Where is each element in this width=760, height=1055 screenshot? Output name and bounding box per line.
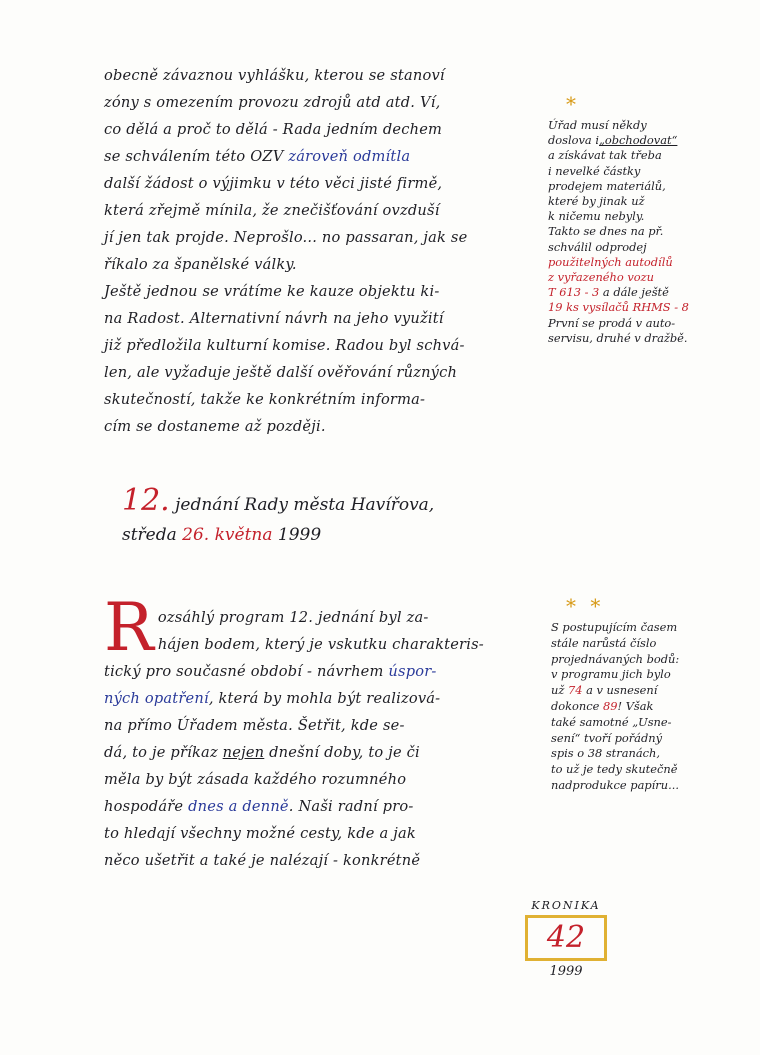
note-line: to už je tedy skutečně	[551, 762, 678, 777]
chronicle-page-badge	[521, 899, 611, 979]
heading-date-line	[122, 520, 434, 550]
text-line: len, ale vyžaduje ještě další ověřování různých	[104, 364, 458, 381]
text-line: ozsáhlý program 12. jednání byl za-	[157, 609, 429, 626]
underlined-word: „obchodovat“	[599, 133, 678, 148]
count-number: 89	[603, 698, 618, 713]
note-line	[551, 683, 741, 699]
note-line: které by jinak už	[548, 194, 645, 209]
double-asterisk-icon: * *	[566, 594, 605, 618]
text-line: již předložila kulturní komise. Radou byl schvá-	[104, 337, 465, 354]
note-segment: dokonce	[551, 698, 603, 713]
note-line: stále narůstá číslo	[551, 635, 657, 650]
note-line: projednávaných bodů:	[551, 651, 680, 666]
meeting-date: 26. května	[182, 525, 273, 545]
meeting-heading	[122, 483, 435, 550]
text-line: to hledají všechny možné cesty, kde a jak	[104, 825, 416, 842]
note-segment: ! Však	[617, 698, 654, 713]
note-segment: a v usnesení	[582, 683, 658, 698]
note-line: sení“ tvoří pořádný	[551, 730, 663, 745]
text-line: hájen bodem, který je vskutku charakteris-	[157, 636, 484, 653]
text-line: zóny s omezením provozu zdrojů atd atd. Ví,	[104, 94, 441, 111]
weekday: středa	[122, 525, 177, 545]
note-line: spis o 38 stranách,	[551, 746, 660, 761]
text-segment: dnešní doby, to je či	[264, 744, 420, 761]
note-line: i nevelké částky	[548, 163, 641, 178]
chronicle-label: KRONIKA	[531, 899, 601, 912]
text-segment: hospodáře	[104, 798, 189, 815]
chronicle-year: 1999	[549, 964, 583, 979]
note-line: schválil odprodej	[548, 239, 647, 254]
page-number-frame	[525, 915, 607, 961]
text-line: Ještě jednou se vrátíme ke kauze objektu ki-	[104, 283, 440, 300]
text-line	[104, 739, 544, 766]
note-line: prodejem materiálů,	[548, 178, 666, 193]
main-paragraph	[104, 62, 540, 440]
note-line-red: použitelných autodílů	[548, 254, 673, 269]
note-line	[548, 133, 738, 148]
text-line: která zřejmě mínila, že znečišťování ovzduší	[104, 202, 440, 219]
drop-cap: R	[104, 589, 154, 666]
note-line: Úřad musí někdy	[548, 118, 647, 132]
text-segment: tický pro současné období - návrhem	[104, 663, 389, 680]
text-line: říkalo za španělské války.	[104, 256, 297, 273]
side-note-1	[548, 118, 738, 346]
note-segment: doslova i	[548, 133, 599, 148]
text-line: měla by být zásada každého rozumného	[104, 771, 407, 788]
page-number: 42	[546, 920, 586, 955]
text-line: něco ušetřit a také je nalézají - konkrétně	[104, 852, 421, 869]
highlighted-phrase: zároveň odmítla	[288, 148, 411, 165]
text-line: na přímo Úřadem města. Šetřit, kde se-	[104, 717, 405, 734]
note-line: nadprodukce papíru...	[551, 777, 679, 792]
note-line: S postupujícím časem	[551, 620, 678, 634]
highlighted-phrase: dnes a denně	[188, 798, 289, 815]
text-segment: . Naši radní pro-	[288, 798, 414, 815]
side-note-2	[551, 620, 741, 794]
text-line	[104, 658, 544, 685]
text-segment: dá, to je příkaz	[104, 744, 223, 761]
text-segment: , která by mohla být realizová-	[208, 690, 441, 707]
heading-line	[122, 483, 435, 520]
meeting-year: 1999	[277, 525, 322, 545]
asterisk-icon: *	[566, 92, 576, 116]
underlined-word: nejen	[222, 744, 265, 761]
count-number: 74	[567, 683, 583, 698]
note-line-red: z vyřazeného vozu	[548, 270, 654, 285]
text-segment: se schválením této OZV	[104, 148, 284, 165]
text-line: jí jen tak projde. Neprošlo... no passaran, jak se	[104, 229, 468, 246]
text-line: další žádost o výjimku v této věci jisté firmě,	[104, 175, 443, 192]
meeting-number: 12.	[122, 483, 170, 518]
note-line: také samotné „Usne-	[551, 714, 672, 729]
note-line: a získávat tak třeba	[548, 148, 662, 163]
second-paragraph	[104, 589, 544, 874]
note-line: v programu jich bylo	[551, 667, 671, 682]
text-line: cím se dostaneme až později.	[104, 418, 326, 435]
note-line: servisu, druhé v dražbě.	[548, 330, 688, 345]
text-line	[104, 685, 544, 712]
note-segment: a dále ještě	[599, 285, 669, 300]
note-segment: už	[551, 683, 568, 698]
text-line: co dělá a proč to dělá - Rada jedním dechem	[104, 121, 443, 138]
meeting-title: jednání Rady města Havířova,	[175, 495, 435, 515]
note-line: Takto se dnes na př.	[548, 224, 664, 239]
note-line: k ničemu nebyly.	[548, 209, 645, 224]
text-line	[104, 793, 544, 820]
note-line-red: 19 ks vysílačů RHMS - 8	[548, 300, 689, 315]
text-line: obecně závaznou vyhlášku, kterou se stanoví	[104, 67, 445, 84]
text-line: skutečností, takže ke konkrétním informa-	[104, 391, 426, 408]
note-line	[548, 285, 738, 300]
highlighted-phrase: ných opatření	[104, 690, 209, 707]
note-line	[551, 699, 741, 715]
vehicle-model: T 613 - 3	[548, 285, 600, 300]
highlighted-phrase: úspor-	[388, 663, 437, 680]
note-line: První se prodá v auto-	[548, 315, 676, 330]
text-line	[104, 143, 540, 170]
text-line: na Radost. Alternativní návrh na jeho využití	[104, 310, 444, 327]
